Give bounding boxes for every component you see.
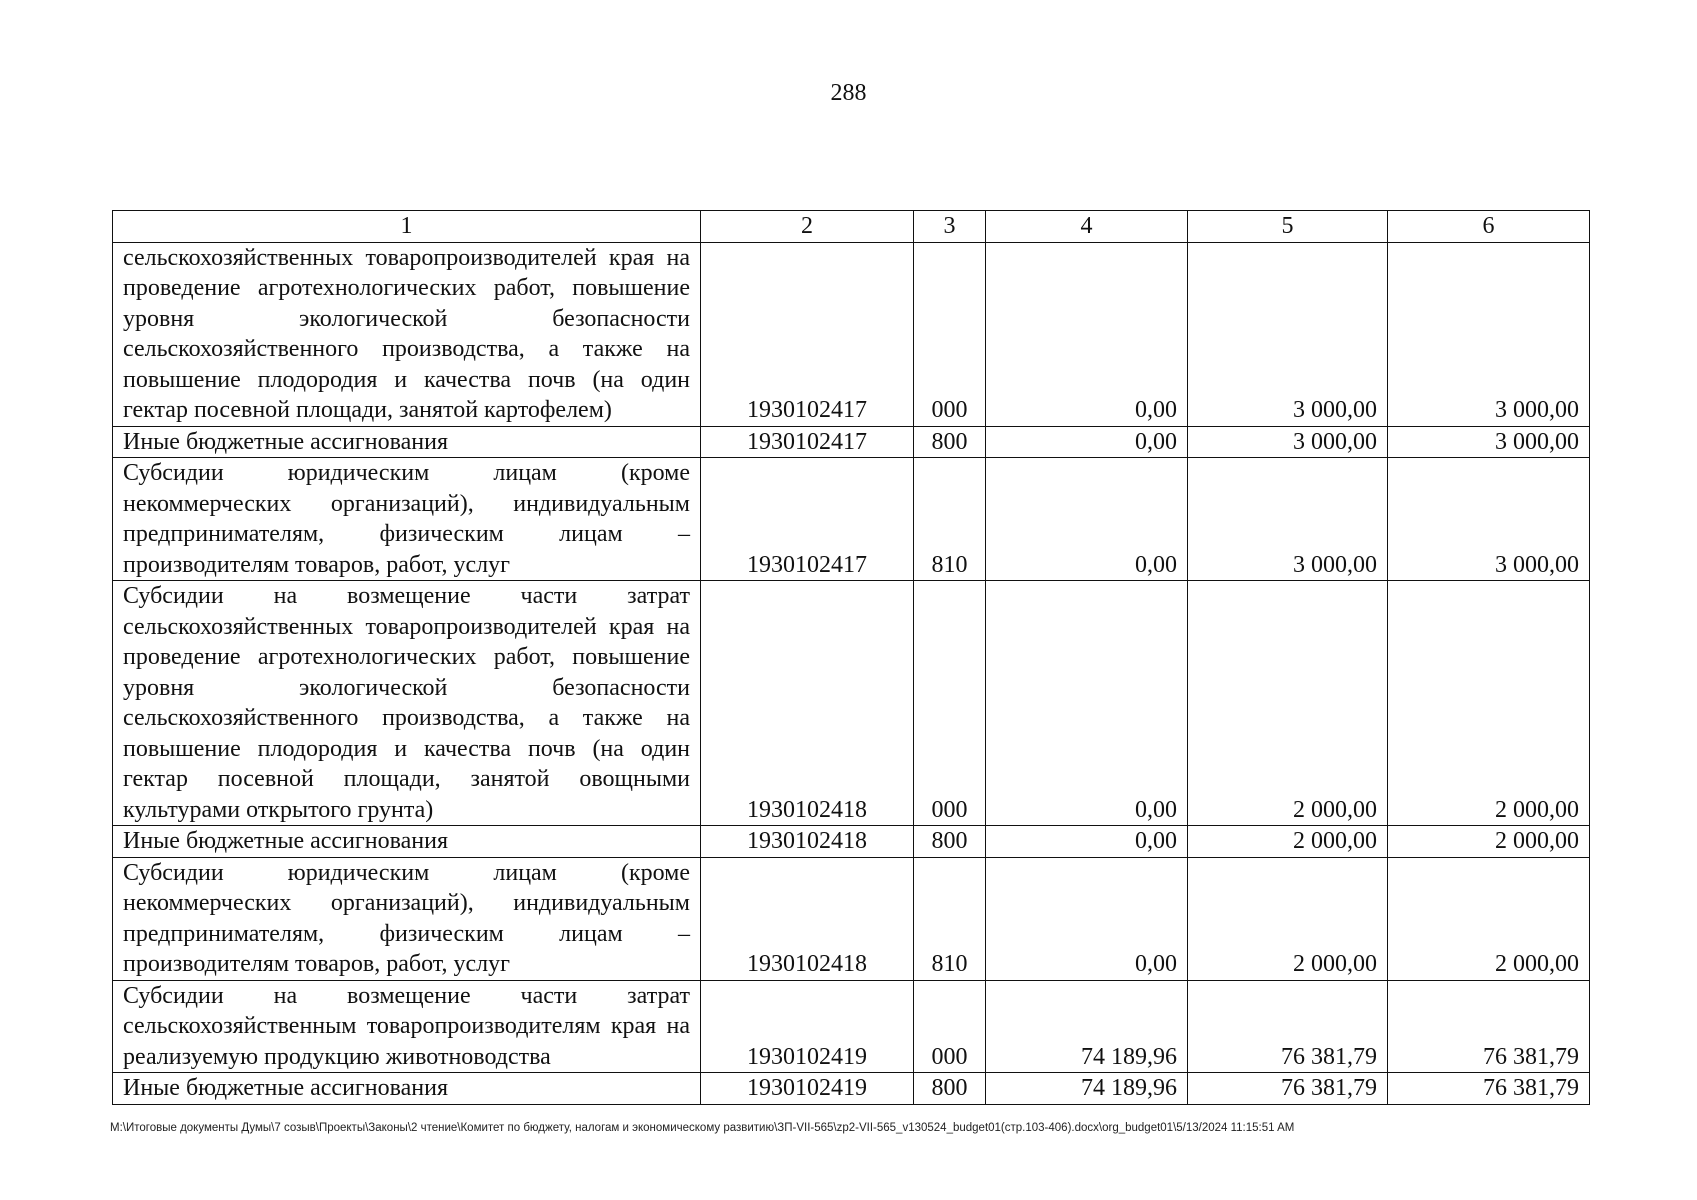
amount-col-6: 76 381,79 <box>1388 980 1590 1073</box>
item-name: Субсидии на возмещение части затрат сельскохозяйственным товаропроизводителям края на реализуемую продукцию животноводства <box>113 980 701 1073</box>
table-row <box>113 1073 1590 1105</box>
expense-type-code: 810 <box>914 857 986 980</box>
table-row <box>113 242 1590 426</box>
item-name: сельскохозяйственных товаропроизводителей края на проведение агротехнологических работ, повышение уровня экологической безопасности сельскохозяйственного производства, а также на повышение плодородия и качества почв (на один гектар посевной площади, занятой картофелем) <box>113 242 701 426</box>
amount-col-6: 2 000,00 <box>1388 826 1590 858</box>
amount-col-4: 74 189,96 <box>986 980 1188 1073</box>
table-row <box>113 826 1590 858</box>
amount-col-4: 0,00 <box>986 458 1188 581</box>
column-header-5: 5 <box>1188 211 1388 243</box>
amount-col-4: 0,00 <box>986 857 1188 980</box>
column-header-3: 3 <box>914 211 986 243</box>
target-code: 1930102418 <box>701 857 914 980</box>
table-row <box>113 980 1590 1073</box>
amount-col-5: 2 000,00 <box>1188 826 1388 858</box>
amount-col-5: 76 381,79 <box>1188 1073 1388 1105</box>
table-row <box>113 857 1590 980</box>
page-number: 288 <box>830 80 867 106</box>
table-row <box>113 426 1590 458</box>
item-name: Иные бюджетные ассигнования <box>113 426 701 458</box>
amount-col-6: 3 000,00 <box>1388 242 1590 426</box>
amount-col-6: 76 381,79 <box>1388 1073 1590 1105</box>
amount-col-6: 3 000,00 <box>1388 426 1590 458</box>
item-name: Субсидии на возмещение части затрат сельскохозяйственных товаропроизводителей края на проведение агротехнологических работ, повышение уровня экологической безопасности сельскохозяйственного производства, а также на повышение плодородия и качества почв (на один гектар посевной площади, занятой овощными культурами открытого грунта) <box>113 581 701 826</box>
item-name: Иные бюджетные ассигнования <box>113 1073 701 1105</box>
amount-col-5: 3 000,00 <box>1188 458 1388 581</box>
target-code: 1930102417 <box>701 458 914 581</box>
amount-col-4: 0,00 <box>986 426 1188 458</box>
column-header-4: 4 <box>986 211 1188 243</box>
expense-type-code: 800 <box>914 426 986 458</box>
target-code: 1930102418 <box>701 826 914 858</box>
amount-col-4: 0,00 <box>986 581 1188 826</box>
target-code: 1930102419 <box>701 1073 914 1105</box>
expense-type-code: 810 <box>914 458 986 581</box>
column-header-6: 6 <box>1388 211 1590 243</box>
target-code: 1930102417 <box>701 242 914 426</box>
column-header-2: 2 <box>701 211 914 243</box>
target-code: 1930102419 <box>701 980 914 1073</box>
expense-type-code: 800 <box>914 826 986 858</box>
expense-type-code: 000 <box>914 980 986 1073</box>
budget-table <box>112 210 1590 1105</box>
table-row <box>113 581 1590 826</box>
amount-col-6: 2 000,00 <box>1388 857 1590 980</box>
table-row <box>113 458 1590 581</box>
target-code: 1930102418 <box>701 581 914 826</box>
expense-type-code: 000 <box>914 242 986 426</box>
amount-col-5: 2 000,00 <box>1188 581 1388 826</box>
amount-col-5: 2 000,00 <box>1188 857 1388 980</box>
amount-col-5: 3 000,00 <box>1188 242 1388 426</box>
expense-type-code: 800 <box>914 1073 986 1105</box>
amount-col-6: 3 000,00 <box>1388 458 1590 581</box>
amount-col-4: 0,00 <box>986 242 1188 426</box>
amount-col-5: 76 381,79 <box>1188 980 1388 1073</box>
item-name: Субсидии юридическим лицам (кроме некоммерческих организаций), индивидуальным предпринимателям, физическим лицам – производителям товаров, работ, услуг <box>113 857 701 980</box>
target-code: 1930102417 <box>701 426 914 458</box>
expense-type-code: 000 <box>914 581 986 826</box>
item-name: Субсидии юридическим лицам (кроме некоммерческих организаций), индивидуальным предпринимателям, физическим лицам – производителям товаров, работ, услуг <box>113 458 701 581</box>
item-name: Иные бюджетные ассигнования <box>113 826 701 858</box>
table-header-row <box>113 211 1590 243</box>
amount-col-6: 2 000,00 <box>1388 581 1590 826</box>
document-file-path: M:\Итоговые документы Думы\7 созыв\Проекты\Законы\2 чтение\Комитет по бюджету, налогам и экономическому развитию\ЗП-VII-565\zp2-VII-565_v130524_budget01(стр.103-406).docx\org_budget01\5/13/2024 11:15:51 AM <box>110 1122 1295 1134</box>
amount-col-5: 3 000,00 <box>1188 426 1388 458</box>
amount-col-4: 74 189,96 <box>986 1073 1188 1105</box>
amount-col-4: 0,00 <box>986 826 1188 858</box>
column-header-1: 1 <box>113 211 701 243</box>
